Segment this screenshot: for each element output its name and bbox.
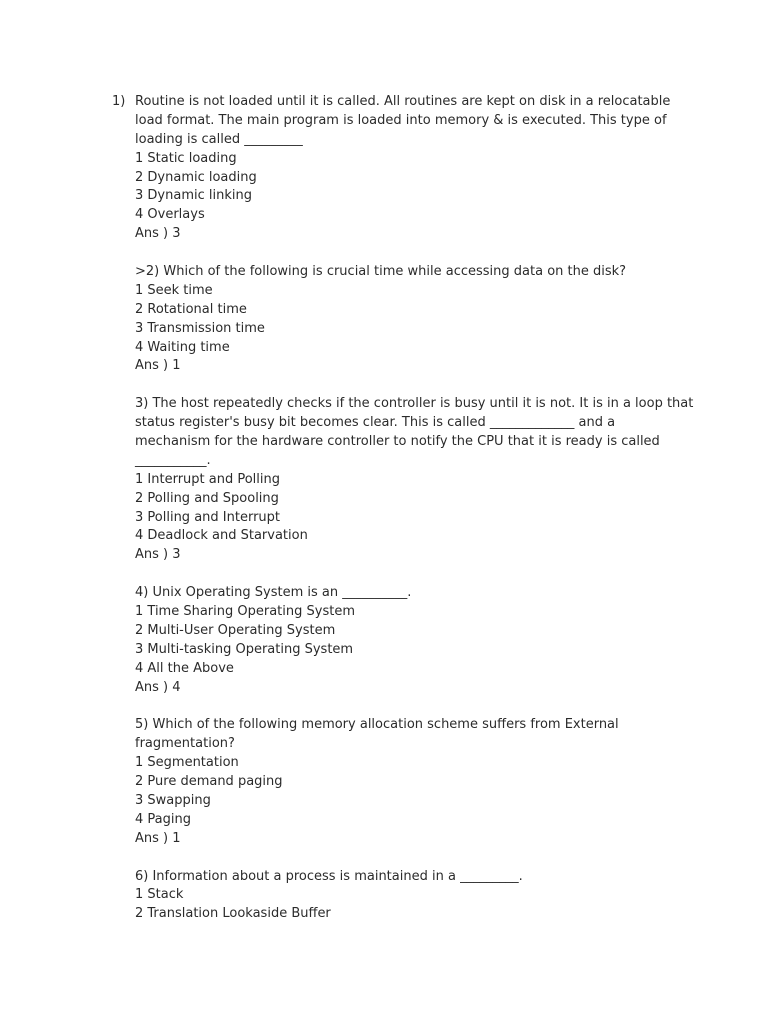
option-2: 2 Rotational time bbox=[135, 301, 247, 317]
question-1 bbox=[135, 93, 735, 244]
option-3: 3 Swapping bbox=[135, 792, 211, 808]
answer: Ans ) 1 bbox=[135, 830, 181, 846]
option-4: 4 All the Above bbox=[135, 660, 234, 676]
option-1: 1 Segmentation bbox=[135, 755, 239, 771]
option-4: 4 Paging bbox=[135, 811, 191, 827]
question-text-line: 4) Unix Operating System is an __________. bbox=[135, 585, 412, 601]
option-3: 3 Multi-tasking Operating System bbox=[135, 641, 354, 657]
answer: Ans ) 3 bbox=[135, 547, 181, 563]
spacer bbox=[135, 244, 735, 263]
option-3: 3 Transmission time bbox=[135, 320, 265, 336]
option-2: 2 Multi-User Operating System bbox=[135, 622, 336, 638]
question-text-line: mechanism for the hardware controller to notify the CPU that it is ready is called bbox=[135, 434, 660, 450]
question-text-line: status register's busy bit becomes clear. This is called _____________ and a bbox=[135, 415, 616, 431]
option-2: 2 Pure demand paging bbox=[135, 774, 283, 790]
option-2: 2 Polling and Spooling bbox=[135, 490, 279, 506]
option-4: 4 Overlays bbox=[135, 207, 205, 223]
question-4 bbox=[135, 584, 735, 697]
question-list bbox=[135, 93, 735, 924]
spacer bbox=[135, 565, 735, 584]
option-2: 2 Translation Lookaside Buffer bbox=[135, 906, 331, 922]
answer: Ans ) 4 bbox=[135, 679, 181, 695]
option-1: 1 Static loading bbox=[135, 150, 237, 166]
option-1: 1 Time Sharing Operating System bbox=[135, 604, 355, 620]
question-text-line: 3) The host repeatedly checks if the controller is busy until it is not. It is in a loop that bbox=[135, 396, 694, 412]
question-text-line: 5) Which of the following memory allocation scheme suffers from External bbox=[135, 717, 619, 733]
option-4: 4 Waiting time bbox=[135, 339, 230, 355]
question-3 bbox=[135, 395, 735, 565]
option-3: 3 Polling and Interrupt bbox=[135, 509, 280, 525]
question-text-line: fragmentation? bbox=[135, 736, 235, 752]
answer: Ans ) 3 bbox=[135, 226, 181, 242]
answer: Ans ) 1 bbox=[135, 358, 181, 374]
spacer bbox=[135, 849, 735, 868]
spacer bbox=[135, 698, 735, 717]
question-text-line: load format. The main program is loaded into memory & is executed. This type of bbox=[135, 112, 667, 128]
option-1: 1 Interrupt and Polling bbox=[135, 471, 280, 487]
question-2 bbox=[135, 263, 735, 376]
question-text-line: >2) Which of the following is crucial time while accessing data on the disk? bbox=[135, 264, 627, 280]
question-1-number: 1) bbox=[112, 94, 126, 109]
option-4: 4 Deadlock and Starvation bbox=[135, 528, 308, 544]
question-text-line: loading is called _________ bbox=[135, 131, 303, 147]
option-3: 3 Dynamic linking bbox=[135, 188, 252, 204]
question-text-line: Routine is not loaded until it is called. All routines are kept on disk in a relocatable bbox=[135, 94, 671, 109]
spacer bbox=[135, 376, 735, 395]
question-6 bbox=[135, 868, 735, 925]
question-5 bbox=[135, 716, 735, 848]
option-2: 2 Dynamic loading bbox=[135, 169, 257, 185]
question-text-line: ___________. bbox=[135, 452, 211, 468]
option-1: 1 Stack bbox=[135, 887, 184, 903]
question-text-line: 6) Information about a process is maintained in a _________. bbox=[135, 868, 523, 884]
option-1: 1 Seek time bbox=[135, 282, 213, 298]
